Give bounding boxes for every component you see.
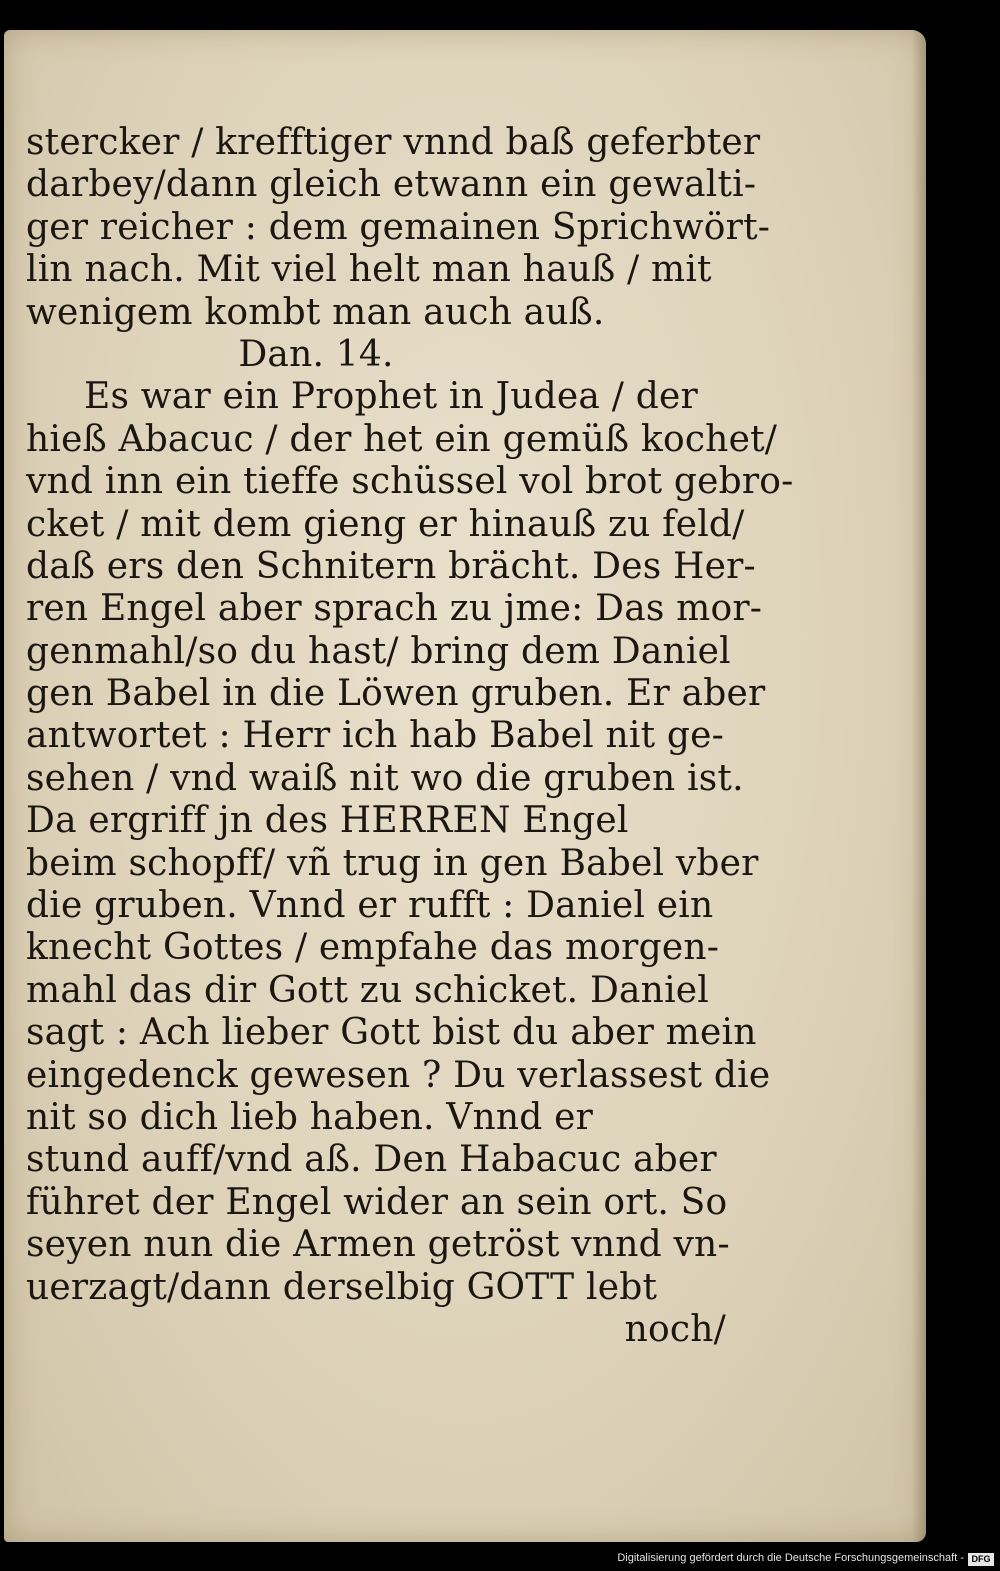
- text-line: stund auff/vnd aß. Den Habacuc aber: [26, 1139, 717, 1181]
- text-line: eingedenck gewesen ? Du verlassest die: [26, 1054, 771, 1096]
- text-line: Da ergriff jn des HERREN Engel: [26, 800, 629, 842]
- text-line: mahl das dir Gott zu schicket. Daniel: [26, 969, 709, 1011]
- paragraph-start: Es war ein Prophet in Judea / der: [84, 376, 698, 418]
- text-line: wenigem kombt man auch auß.: [26, 291, 605, 333]
- page-edge-shadow: [912, 30, 926, 1542]
- catchword: noch/: [624, 1308, 726, 1350]
- text-line: daß ers den Schnitern brächt. Des Her-: [26, 545, 756, 587]
- text-line: ger reicher : dem gemainen Sprichwört-: [26, 206, 771, 248]
- text-line: genmahl/so du hast/ bring dem Daniel: [26, 630, 731, 672]
- text-line: antwortet : Herr ich hab Babel nit ge-: [26, 715, 725, 757]
- text-line: uerzagt/dann derselbig GOTT lebt: [26, 1266, 658, 1308]
- scripture-reference: Dan. 14.: [238, 333, 394, 375]
- text-line: sagt : Ach lieber Gott bist du aber mein: [26, 1012, 757, 1054]
- text-line: knecht Gottes / empfahe das morgen-: [26, 927, 720, 969]
- text-line: nit so dich lieb haben. Vnnd er: [26, 1096, 594, 1138]
- text-line: stercker / krefftiger vnnd baß geferbter: [26, 122, 761, 163]
- text-line: beim schopff/ vñ trug in gen Babel vber: [26, 842, 759, 884]
- text-line: lin nach. Mit viel helt man hauß / mit: [26, 249, 712, 291]
- text-line: darbey/dann gleich etwann ein gewalti-: [26, 164, 757, 206]
- funding-credit: Digitalisierung gefördert durch die Deutsche Forschungsgemeinschaft -: [617, 1552, 964, 1564]
- page-text: [26, 122, 794, 1351]
- text-line: cket / mit dem gieng er hinauß zu feld/: [26, 503, 745, 545]
- footer-bar: [0, 1550, 1000, 1571]
- text-line: sehen / vnd waiß nit wo die gruben ist.: [26, 757, 744, 799]
- text-line: ren Engel aber sprach zu jme: Das mor-: [26, 588, 763, 630]
- book-page: [4, 30, 926, 1542]
- text-line: seyen nun die Armen getröst vnnd vn-: [26, 1224, 730, 1266]
- text-line: hieß Abacuc / der het ein gemüß kochet/: [26, 418, 778, 460]
- text-line: gen Babel in die Löwen gruben. Er aber: [26, 673, 766, 715]
- text-line: vnd inn ein tieffe schüssel vol brot gebro-: [26, 461, 794, 503]
- dfg-logo: DFG: [968, 1553, 994, 1566]
- text-line: die gruben. Vnnd er rufft : Daniel ein: [26, 885, 714, 927]
- text-line: führet der Engel wider an sein ort. So: [26, 1181, 728, 1223]
